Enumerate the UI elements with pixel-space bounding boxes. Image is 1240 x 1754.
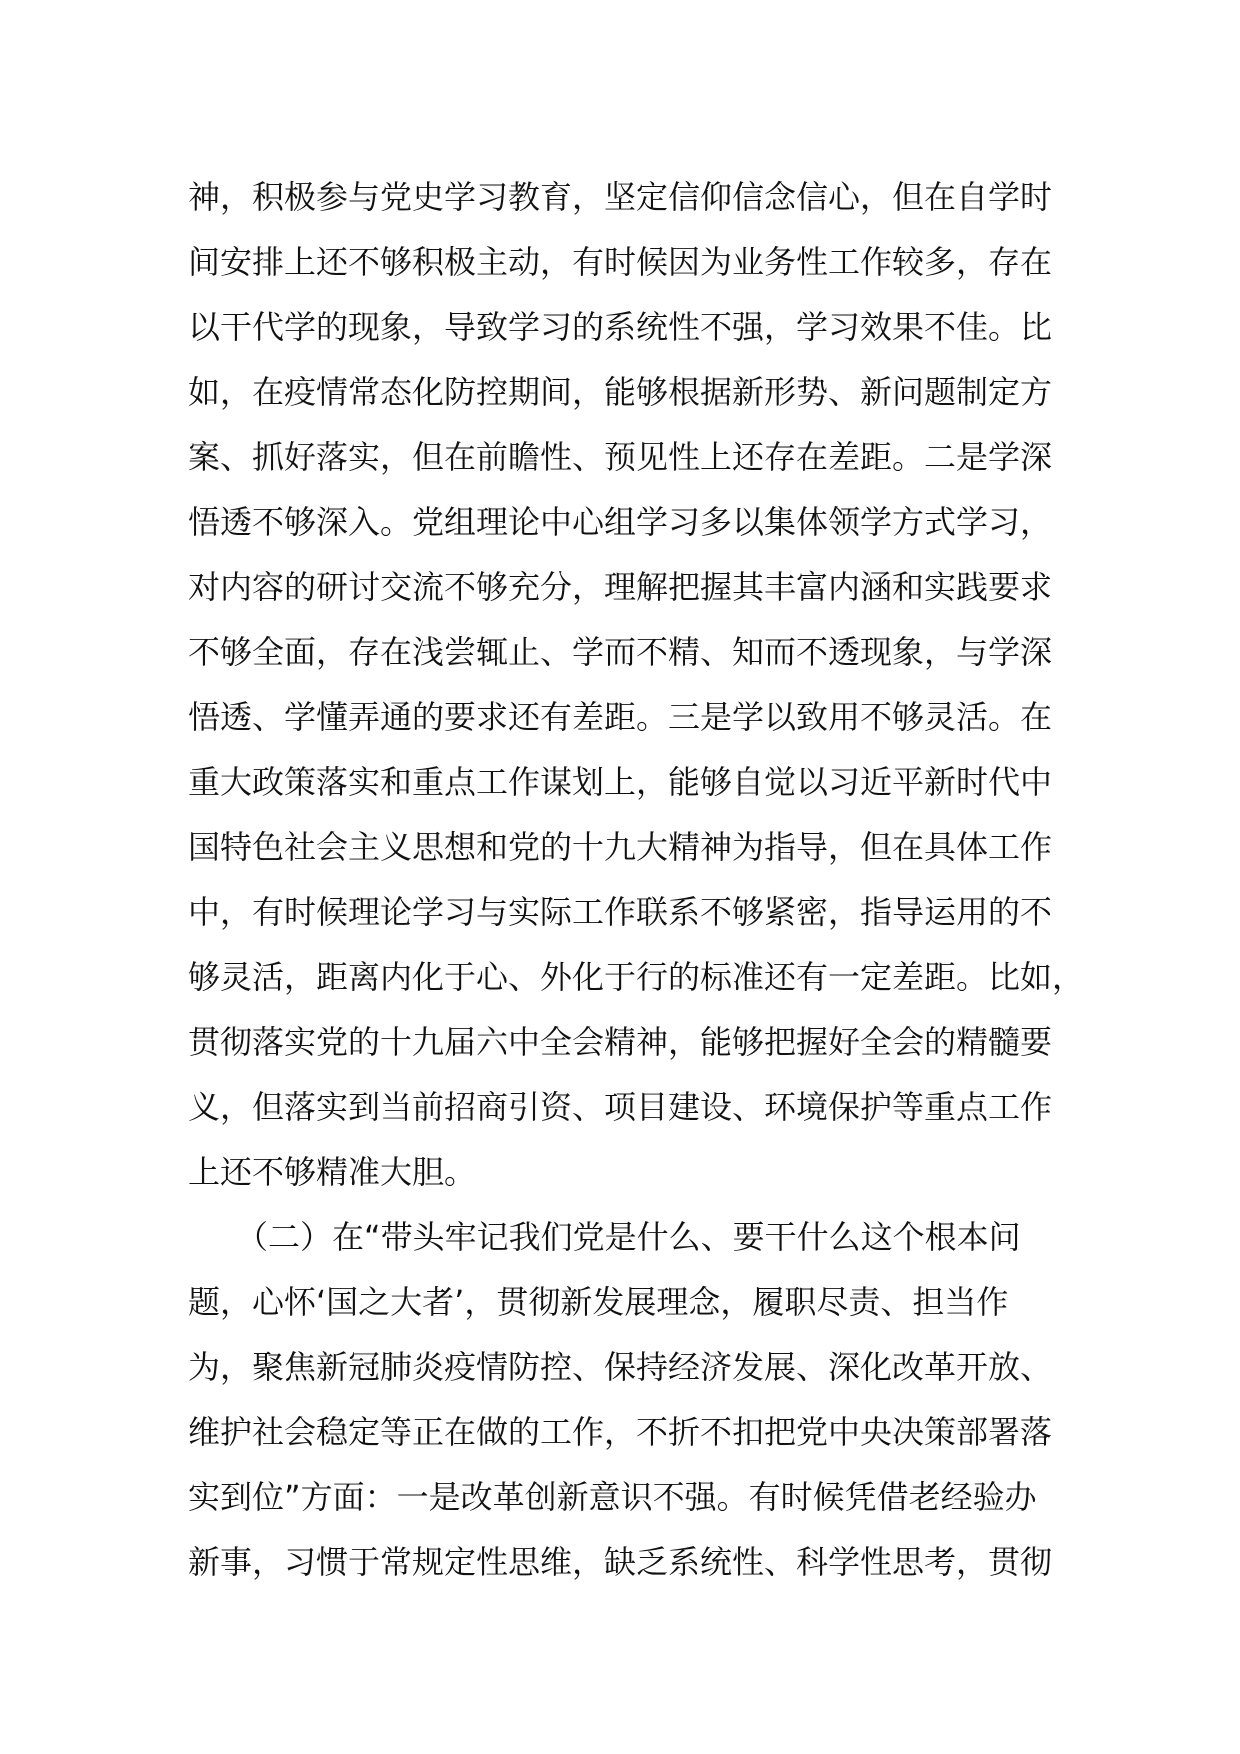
text-line: 上还不够精准大胆。 <box>188 1153 477 1191</box>
text-line: 对内容的研讨交流不够充分，理解把握其丰富内涵和实践要求 <box>188 568 1053 606</box>
text-line: 国特色社会主义思想和党的十九大精神为指导，但在具体工作 <box>188 828 1053 866</box>
text-line: 实到位”方面：一是改革创新意识不强。有时候凭借老经验办 <box>188 1478 1037 1516</box>
document-body <box>188 165 1085 1595</box>
text-line: 够灵活，距离内化于心、外化于行的标准还有一定差距。比如， <box>188 958 1085 996</box>
text-line: 题，心怀‘国之大者’，贯彻新发展理念，履职尽责、担当作 <box>188 1283 1009 1321</box>
text-line: 神，积极参与党史学习教育，坚定信仰信念信心，但在自学时 <box>188 178 1053 216</box>
text-line: 悟透不够深入。党组理论中心组学习多以集体领学方式学习， <box>188 503 1053 541</box>
text-line: 悟透、学懂弄通的要求还有差距。三是学以致用不够灵活。在 <box>188 698 1053 736</box>
text-line: 间安排上还不够积极主动，有时候因为业务性工作较多，存在 <box>188 243 1053 281</box>
text-line: 不够全面，存在浅尝辄止、学而不精、知而不透现象，与学深 <box>188 633 1053 671</box>
text-line: （二）在“带头牢记我们党是什么、要干什么这个根本问 <box>188 1218 1021 1256</box>
text-line: 以干代学的现象，导致学习的系统性不强，学习效果不佳。比 <box>188 308 1053 346</box>
text-line: 如，在疫情常态化防控期间，能够根据新形势、新问题制定方 <box>188 373 1053 411</box>
text-line: 重大政策落实和重点工作谋划上，能够自觉以习近平新时代中 <box>188 763 1053 801</box>
text-line: 维护社会稳定等正在做的工作，不折不扣把党中央决策部署落 <box>188 1413 1053 1451</box>
text-line: 新事，习惯于常规定性思维，缺乏系统性、科学性思考，贯彻 <box>188 1543 1053 1581</box>
text-line: 义，但落实到当前招商引资、项目建设、环境保护等重点工作 <box>188 1088 1053 1126</box>
text-line: 中，有时候理论学习与实际工作联系不够紧密，指导运用的不 <box>188 893 1053 931</box>
text-line: 贯彻落实党的十九届六中全会精神，能够把握好全会的精髓要 <box>188 1023 1053 1061</box>
text-line: 为，聚焦新冠肺炎疫情防控、保持经济发展、深化改革开放、 <box>188 1348 1053 1386</box>
text-line: 案、抓好落实，但在前瞻性、预见性上还存在差距。二是学深 <box>188 438 1053 476</box>
